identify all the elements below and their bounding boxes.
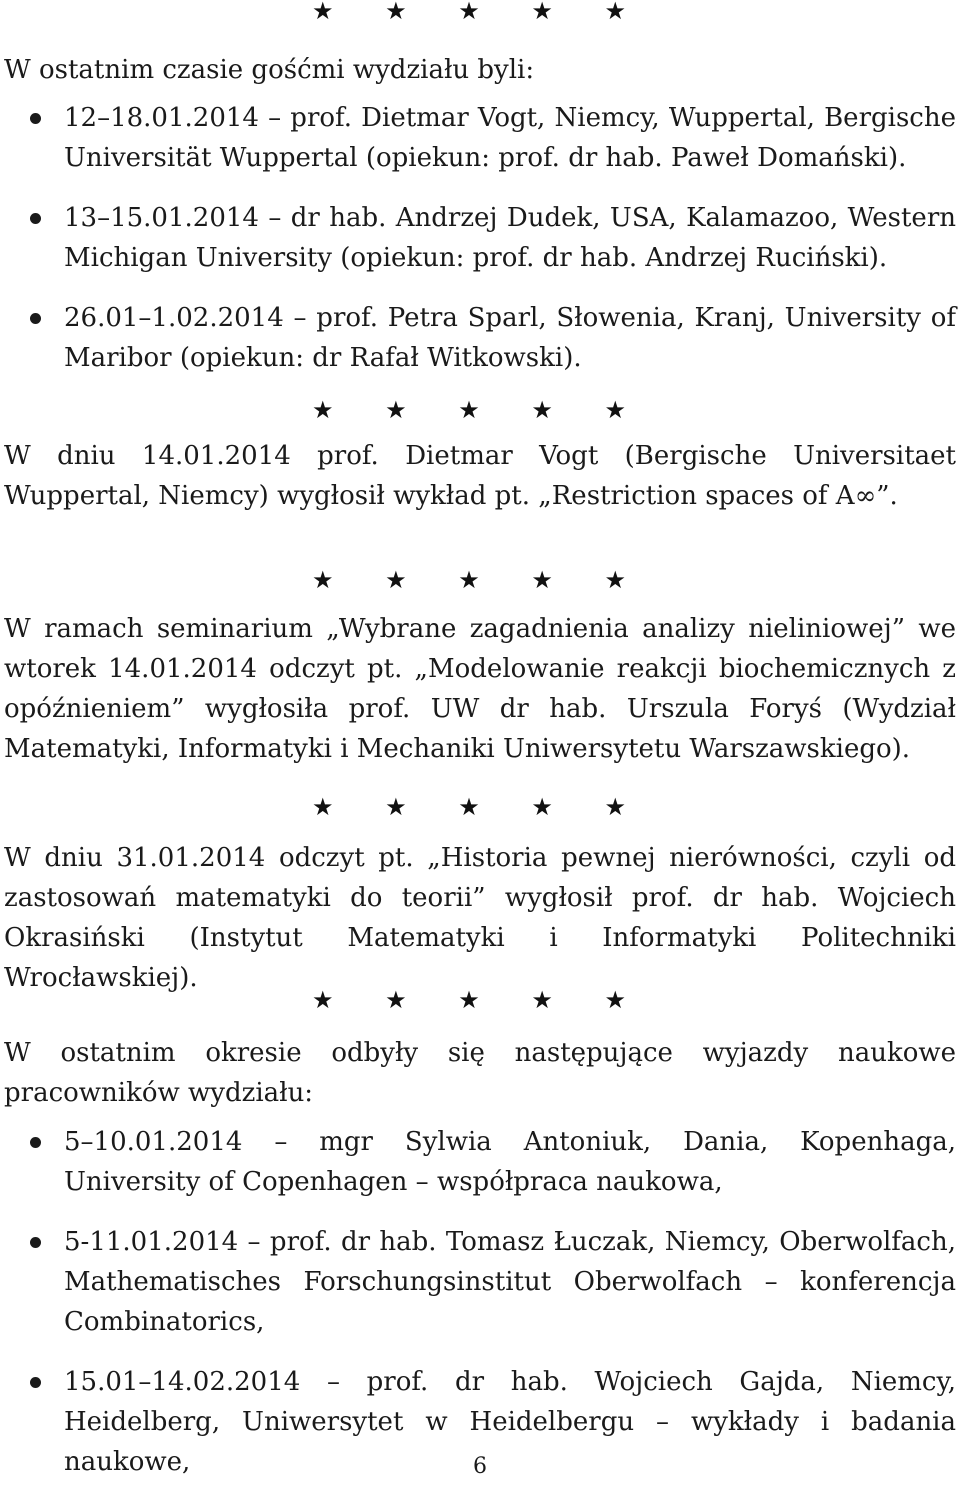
- list-item: [0, 1222, 956, 1342]
- list-item-text: 5–10.01.2014 – mgr Sylwia Antoniuk, Dania, Kopenhaga, University of Copenhagen – współpraca naukowa,: [64, 1127, 956, 1197]
- section-separator: ★ ★ ★ ★ ★: [311, 396, 649, 424]
- list-item: [0, 198, 956, 278]
- bullet-icon: [30, 1377, 41, 1388]
- section-separator: ★ ★ ★ ★ ★: [311, 566, 649, 594]
- list-item: [0, 98, 956, 178]
- list-item-text: 13–15.01.2014 – dr hab. Andrzej Dudek, USA, Kalamazoo, Western Michigan University (opiekun: prof. dr hab. Andrzej Ruciński).: [64, 203, 956, 273]
- seminar-paragraph: W ramach seminarium „Wybrane zagadnienia analizy nieliniowej” we wtorek 14.01.2014 odczyt pt. „Modelowanie reakcji biochemicznych z opóźnieniem” wygłosiła prof. UW dr hab. Urszula Foryś (Wydział Matematyki, Informatyki i Mechaniki Uniwersytetu Warszawskiego).: [4, 614, 956, 764]
- bullet-icon: [30, 313, 41, 324]
- lecture-paragraph: W dniu 14.01.2014 prof. Dietmar Vogt (Bergische Universitaet Wuppertal, Niemcy) wygłosił wykład pt. „Restriction spaces of A∞”.: [4, 441, 956, 511]
- visitors-intro: W ostatnim czasie gośćmi wydziału byli:: [4, 55, 535, 85]
- list-item-text: 5-11.01.2014 – prof. dr hab. Tomasz Łuczak, Niemcy, Oberwolfach, Mathematisches Forschungsinstitut Oberwolfach – konferencja Combinatorics,: [64, 1227, 956, 1337]
- bullet-icon: [30, 213, 41, 224]
- list-item-text: 26.01–1.02.2014 – prof. Petra Sparl, Słowenia, Kranj, University of Maribor (opiekun: dr Rafał Witkowski).: [64, 303, 956, 373]
- section-separator: ★ ★ ★ ★ ★: [311, 986, 649, 1014]
- visitors-list: [0, 98, 956, 398]
- bullet-icon: [30, 113, 41, 124]
- talk-paragraph: W dniu 31.01.2014 odczyt pt. „Historia pewnej nierówności, czyli od zastosowań matematyki do teorii” wygłosił prof. dr hab. Wojciech Okrasiński (Instytut Matematyki i Informatyki Politechniki Wrocławskiej).: [4, 843, 956, 993]
- bullet-icon: [30, 1237, 41, 1248]
- list-item: [0, 1122, 956, 1202]
- bullet-icon: [30, 1137, 41, 1148]
- list-item-text: 15.01–14.02.2014 – prof. dr hab. Wojciech Gajda, Niemcy, Heidelberg, Uniwersytet w Heidelbergu – wykłady i badania naukowe,: [64, 1367, 956, 1477]
- page-number: 6: [473, 1454, 487, 1479]
- trips-list: [0, 1122, 956, 1502]
- section-separator: ★ ★ ★ ★ ★: [311, 0, 649, 25]
- list-item-text: 12–18.01.2014 – prof. Dietmar Vogt, Niemcy, Wuppertal, Bergische Universität Wuppertal (opiekun: prof. dr hab. Paweł Domański).: [64, 103, 956, 173]
- trips-intro: W ostatnim okresie odbyły się następujące wyjazdy naukowe pracowników wydziału:: [4, 1038, 956, 1108]
- list-item: [0, 298, 956, 378]
- section-separator: ★ ★ ★ ★ ★: [311, 793, 649, 821]
